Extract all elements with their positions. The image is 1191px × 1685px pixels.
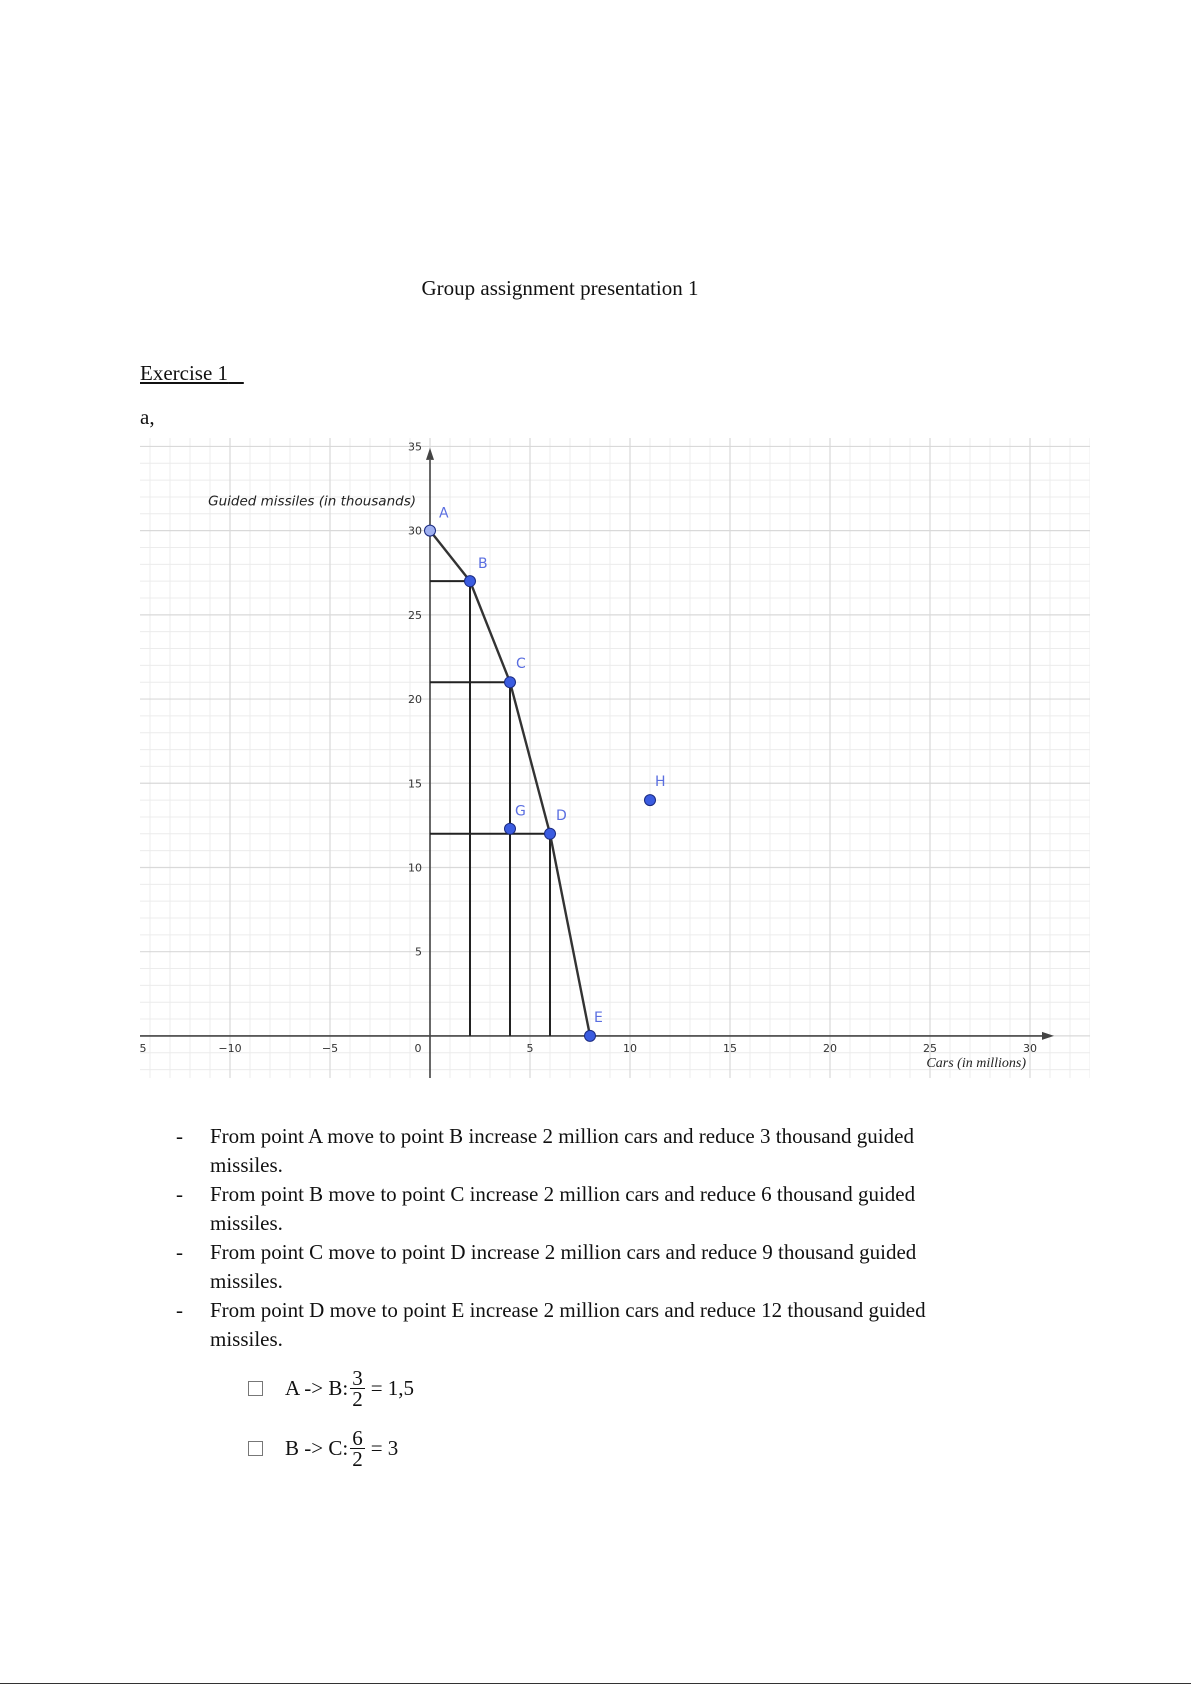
bullet-text: From point C move to point D increase 2 million cars and reduce 9 thousand guided missiles.	[210, 1240, 917, 1293]
data-point	[465, 576, 476, 587]
observation-list	[176, 1122, 976, 1354]
list-item	[176, 1238, 976, 1296]
x-tick-label: 15	[723, 1041, 737, 1055]
part-label: a,	[140, 405, 155, 429]
point-label: G	[515, 803, 526, 820]
x-tick-label: 5	[526, 1041, 534, 1055]
point-label: E	[594, 1009, 603, 1026]
fraction-denominator: 2	[352, 1387, 363, 1411]
bullet-text: From point A move to point B increase 2 million cars and reduce 3 thousand guided missiles.	[210, 1124, 914, 1177]
document-title: Group assignment presentation 1	[421, 276, 699, 300]
calc-b-to-c	[248, 1428, 398, 1469]
y-tick-label: 25	[408, 608, 422, 622]
data-point	[545, 828, 556, 839]
point-label: D	[556, 807, 567, 824]
y-tick-label: 35	[408, 440, 422, 454]
point-label: A	[439, 505, 449, 522]
x-tick-label: 5	[140, 1041, 147, 1055]
exercise-heading-text: Exercise 1	[140, 361, 229, 385]
data-point	[585, 1030, 596, 1041]
calc-a-to-b	[248, 1368, 414, 1409]
data-point	[425, 525, 436, 536]
y-axis-label: Guided missiles (in thousands)	[208, 493, 416, 510]
bullet-text: From point D move to point E increase 2 million cars and reduce 12 thousand guided missiles.	[210, 1298, 926, 1351]
point-label: C	[516, 656, 526, 673]
y-tick-label: 20	[408, 693, 422, 707]
point-label: B	[478, 556, 488, 573]
data-point	[505, 823, 516, 834]
checkbox-icon	[248, 1441, 263, 1456]
ppf-chart	[140, 438, 1090, 1078]
fraction-numerator: 3	[352, 1366, 363, 1390]
bullet-text: From point B move to point C increase 2 million cars and reduce 6 thousand guided missiles.	[210, 1182, 916, 1235]
bullet-dash: -	[176, 1240, 183, 1264]
y-tick-label: 10	[408, 861, 422, 875]
calc-result: = 1,5	[370, 1376, 415, 1400]
x-tick-label: 20	[823, 1041, 837, 1055]
data-point	[505, 677, 516, 688]
bullet-dash: -	[176, 1124, 183, 1148]
x-tick-label: 10	[623, 1041, 637, 1055]
bullet-dash: -	[176, 1298, 183, 1322]
x-axis-arrow-icon	[1042, 1032, 1054, 1040]
data-point	[645, 795, 656, 806]
x-tick-label: −5	[321, 1041, 339, 1055]
list-item	[176, 1296, 976, 1354]
exercise-heading	[140, 361, 244, 386]
calc-label: B -> C:	[285, 1436, 349, 1460]
y-tick-label: 15	[408, 777, 422, 791]
point-label: H	[655, 774, 666, 791]
x-tick-label: 25	[923, 1041, 937, 1055]
calc-label: A -> B:	[285, 1376, 349, 1400]
fraction	[350, 1368, 365, 1409]
x-tick-label: 0	[414, 1041, 422, 1055]
fraction-numerator: 6	[352, 1426, 363, 1450]
fraction	[350, 1428, 365, 1469]
y-tick-label: 30	[408, 524, 422, 538]
calc-result: = 3	[370, 1436, 399, 1460]
checkbox-icon	[248, 1381, 263, 1396]
x-axis-label: Cars (in millions)	[926, 1055, 1026, 1071]
list-item	[176, 1122, 976, 1180]
x-tick-label: 30	[1023, 1041, 1037, 1055]
bullet-dash: -	[176, 1182, 183, 1206]
list-item	[176, 1180, 976, 1238]
y-axis-arrow-icon	[426, 448, 434, 460]
fraction-denominator: 2	[352, 1447, 363, 1471]
page-bottom-rule	[0, 1683, 1191, 1684]
x-tick-label: −10	[218, 1041, 242, 1055]
y-tick-label: 5	[415, 945, 422, 959]
